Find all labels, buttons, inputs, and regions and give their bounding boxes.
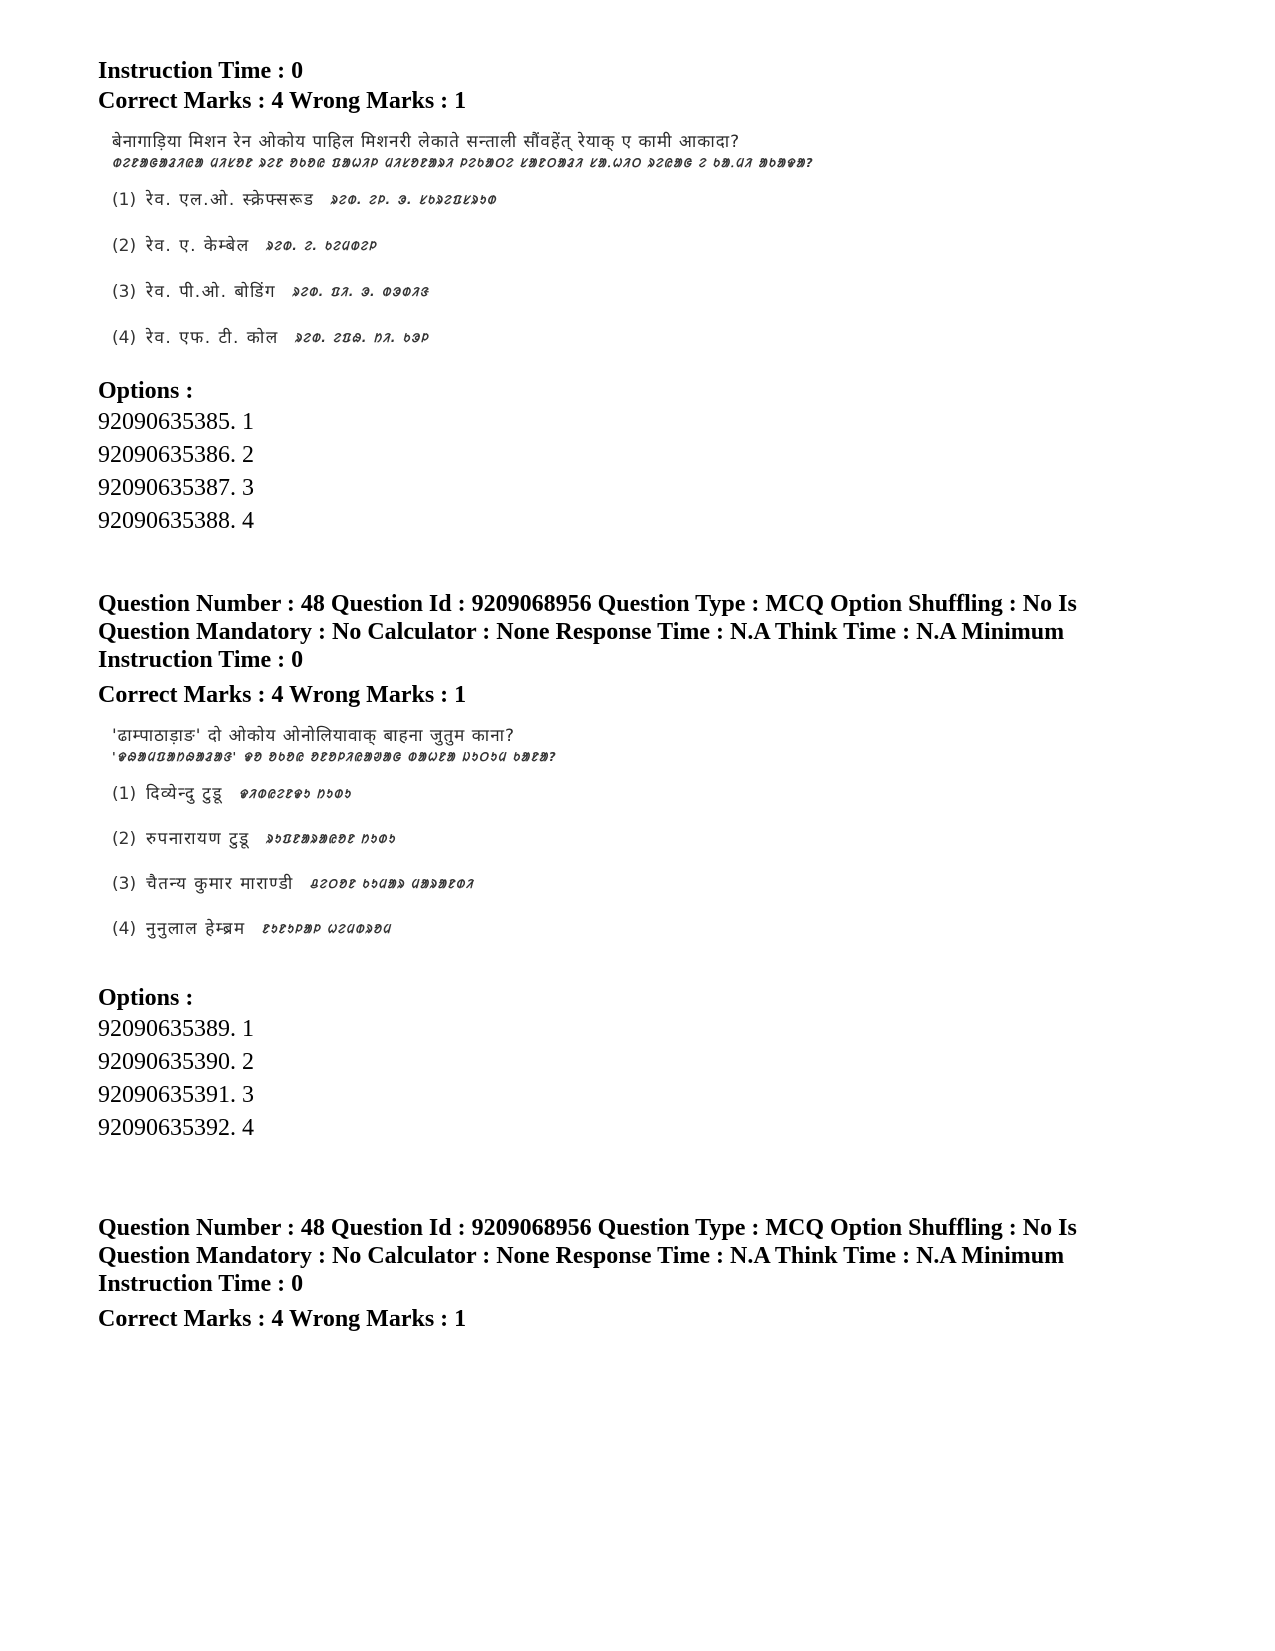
question-text-olchiki: ᱵᱮᱱᱟᱜᱟᱲᱤᱭᱟ ᱢᱤᱥᱚᱱ ᱨᱮᱱ ᱚᱠᱚᱭ ᱯᱟᱦᱤᱞ ᱢᱤᱥᱚᱱᱟᱨᱤ ᱞᱮᱠᱟᱛᱮ ᱥᱟᱱᱛᱟᱲᱤ ᱥᱟᱹᱦᱤᱛ ᱨᱮᱭᱟᱜ ᱮ ᱠᱟᱹᱢᱤ ᱟᱠᱟᱫᱟ? — [112, 156, 815, 170]
choice-1: (1) रेव. एल.ओ. स्क्रेफ्सरूड ᱨᱮᱵ. ᱮᱞ. ᱳ. ᱥᱠᱨᱮᱯᱥᱨᱩᱰ — [112, 190, 497, 210]
question-text: 'ढाम्पाठाड़ाङ' दो ओकोय ओनोलियावाक् बाहना जुतुम काना? — [112, 726, 516, 746]
question-text: बेनागाड़िया मिशन रेन ओकोय पाहिल मिशनरी लेकाते सन्ताली सौंवहेंत् रेयाक् ए कामी आकादा? — [112, 132, 741, 152]
marks-line: Correct Marks : 4 Wrong Marks : 1 — [98, 88, 467, 114]
choice-1: (1) दिव्येन्दु टुडू ᱫᱤᱵᱭᱮᱱᱫᱩ ᱴᱩᱰᱩ — [112, 784, 352, 804]
choice-4: (4) रेव. एफ. टी. कोल ᱨᱮᱵ. ᱮᱯᱷ. ᱴᱤ. ᱠᱳᱞ — [112, 328, 430, 348]
marks-line: Correct Marks : 4 Wrong Marks : 1 — [98, 682, 467, 708]
question-block-previous — [98, 56, 1178, 538]
option-3: 92090635387. 3 — [98, 475, 254, 501]
question-block-48-repeat — [98, 1214, 1178, 1334]
question-text-olchiki: 'ᱫᱷᱟᱢᱯᱟᱴᱷᱟᱲᱟᱝ' ᱫᱚ ᱚᱠᱚᱭ ᱚᱱᱚᱞᱤᱭᱟᱣᱟᱜ ᱵᱟᱦᱱᱟ ᱡᱩᱛᱩᱢ ᱠᱟᱱᱟ? — [112, 750, 558, 764]
question-image — [98, 130, 1178, 348]
question-image — [98, 724, 1178, 939]
options-label: Options : — [98, 378, 194, 404]
choice-2: (2) रुपनारायण टुडू ᱨᱩᱯᱱᱟᱨᱟᱭᱚᱱ ᱴᱩᱰᱩ — [112, 829, 396, 849]
instruction-time: Instruction Time : 0 — [98, 58, 304, 84]
option-4: 92090635392. 4 — [98, 1115, 254, 1141]
marks-line: Correct Marks : 4 Wrong Marks : 1 — [98, 1306, 467, 1332]
choice-3: (3) चैतन्य कुमार माराण्डी ᱪᱮᱛᱚᱱ ᱠᱩᱢᱟᱨ ᱢᱟᱨᱟᱱᱰᱤ — [112, 874, 474, 894]
option-2: 92090635386. 2 — [98, 442, 254, 468]
option-1: 92090635389. 1 — [98, 1016, 254, 1042]
question-header: Question Number : 48 Question Id : 9209068956 Question Type : MCQ Option Shuffling : No Is Question Mandatory : No Calculator : None Response Time : N.A Think Time : N.A Minimum Instruction Time : 0 — [98, 1215, 1077, 1297]
option-4: 92090635388. 4 — [98, 508, 254, 534]
choice-4: (4) नुनुलाल हेम्ब्रम ᱱᱩᱱᱩᱞᱟᱞ ᱦᱮᱢᱵᱨᱚᱢ — [112, 919, 392, 939]
option-2: 92090635390. 2 — [98, 1049, 254, 1075]
question-block-48 — [98, 590, 1178, 1145]
option-3: 92090635391. 3 — [98, 1082, 254, 1108]
question-header: Question Number : 48 Question Id : 9209068956 Question Type : MCQ Option Shuffling : No Is Question Mandatory : No Calculator : None Response Time : N.A Think Time : N.A Minimum Instruction Time : 0 — [98, 591, 1077, 673]
choice-3: (3) रेव. पी.ओ. बोडिंग ᱨᱮᱵ. ᱯᱤ. ᱳ. ᱵᱳᱰᱤᱝ — [112, 282, 430, 302]
options-label: Options : — [98, 985, 194, 1011]
option-1: 92090635385. 1 — [98, 409, 254, 435]
choice-2: (2) रेव. ए. केम्बेल ᱨᱮᱵ. ᱮ. ᱠᱮᱢᱵᱮᱞ — [112, 236, 378, 256]
